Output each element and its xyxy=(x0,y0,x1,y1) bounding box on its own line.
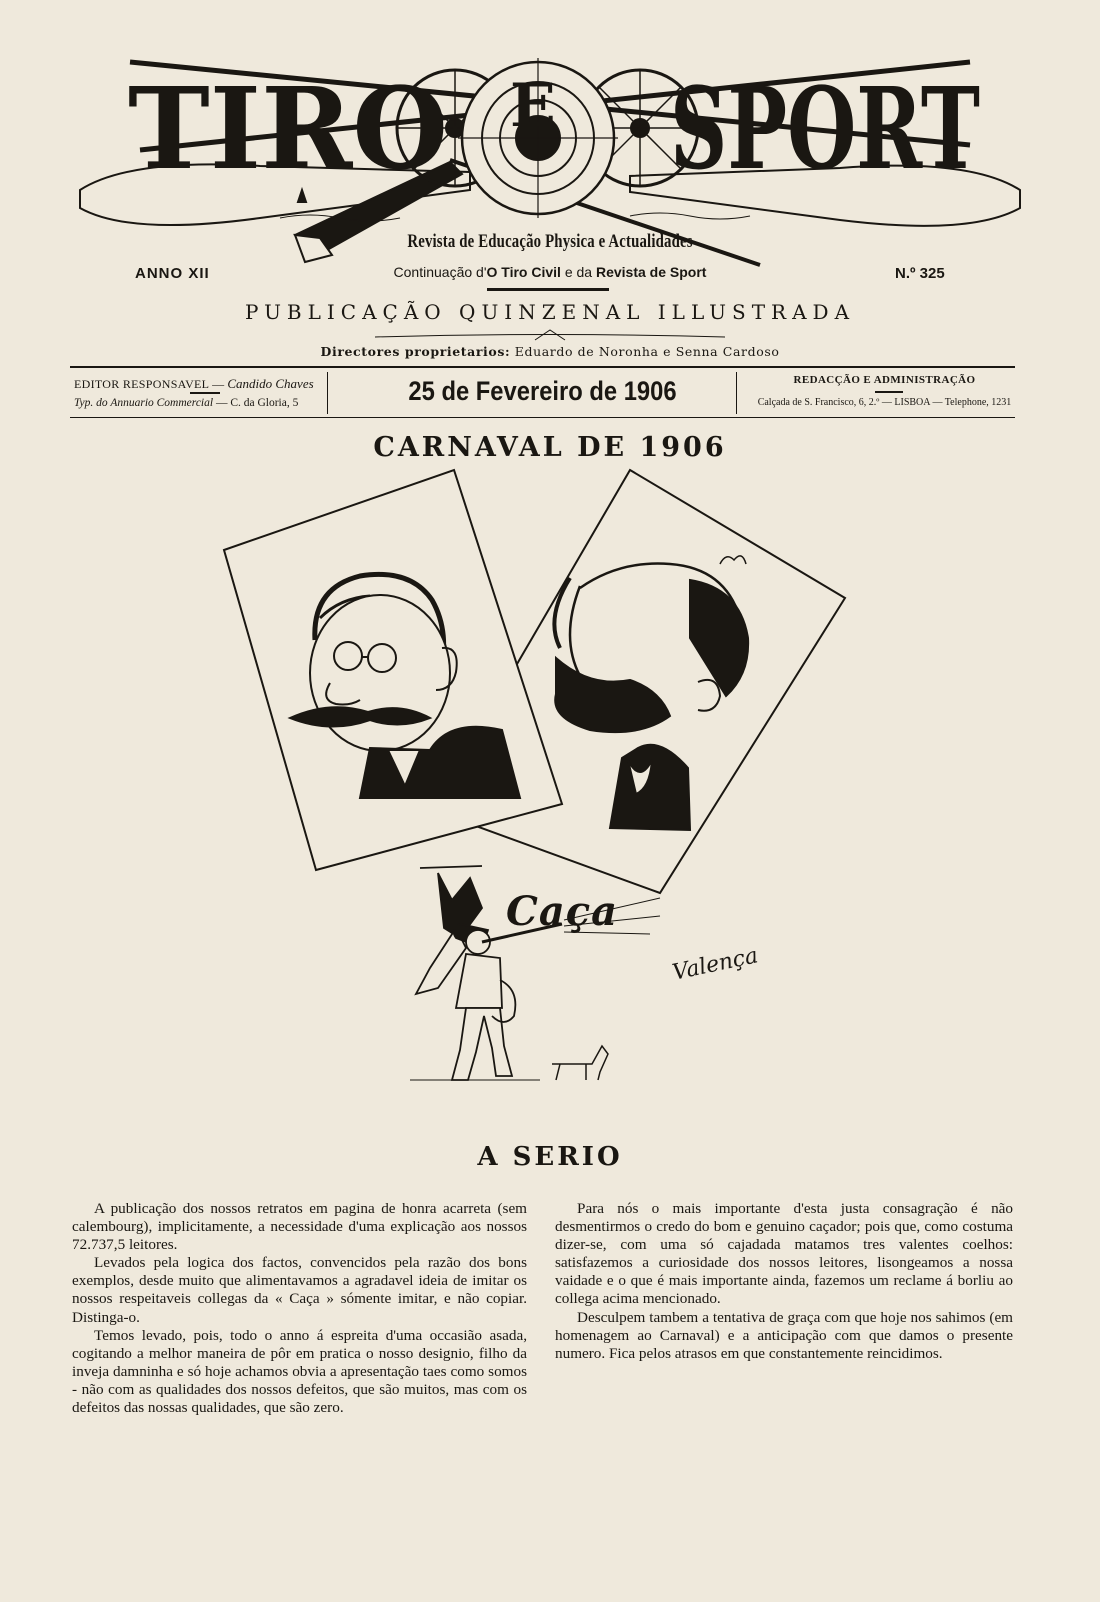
masthead-subtitle: Revista de Educação Physica e Actualidades xyxy=(407,231,693,252)
publication-type: PUBLICAÇÃO QUINZENAL ILLUSTRADA xyxy=(244,300,856,324)
article-paragraph: Temos levado, pois, todo o anno á espreita d'uma occasião asada, cogitando a melhor maneira de pôr em pratica o nosso designio, filho da inveja damninha e só hoje achamos obvia a apresentação taes como somos - não com as qualidades dos nossos defeitos, que são muitos, mas com os defeitos das nossas qualidades, que são zero. xyxy=(72,1326,527,1417)
volume-label: ANNO XII xyxy=(135,265,210,282)
info-bar-top-rule xyxy=(70,366,1015,368)
artist-signature: Valença xyxy=(670,943,761,986)
editor-label: EDITOR RESPONSAVEL — xyxy=(74,377,225,391)
issue-number: N.º 325 xyxy=(895,265,945,282)
caricature-illustration xyxy=(220,468,860,1128)
continuation-bold-1: O Tiro Civil xyxy=(486,264,561,280)
info-bar-divider-left xyxy=(327,372,328,414)
masthead-title-left: TIRO xyxy=(128,64,448,195)
directors-label: Directores proprietarios: xyxy=(320,344,511,359)
office-address: Calçada de S. Francisco, 6, 2.º — LISBOA — Telephone, 1231 xyxy=(757,397,1012,408)
article-paragraph: Levados pela logica dos factos, convencidos pela razão dos bons exemplos, desde muito que alimentavamos a agradavel ideia de imitar os nossos respeitaveis collegas da « Caça » sómente imitar, e não copiar. Distinga-o. xyxy=(72,1254,527,1326)
masthead-divider xyxy=(487,288,609,291)
article-paragraph: Desculpem tambem a tentativa de graça com que hoje nos sahimos (em homenagem ao Carnaval) e a anticipação com que damos o presente numero. Fica pelos atrasos em que constantemente reincidimos. xyxy=(555,1308,1013,1362)
masthead-title-conj: E xyxy=(510,71,556,141)
directors-names: Eduardo de Noronha e Senna Cardoso xyxy=(510,344,780,359)
continuation-mid: e da xyxy=(560,264,596,280)
typography-address: — C. da Gloria, 5 xyxy=(215,397,299,409)
article-column-right xyxy=(555,1200,1013,1363)
masthead-title-right: SPORT xyxy=(670,64,980,195)
article-column-left xyxy=(72,1200,527,1417)
directors-line xyxy=(0,344,1100,359)
continuation-bold-2: Revista de Sport xyxy=(595,264,707,280)
typography-line xyxy=(74,397,298,409)
info-bar-bottom-rule xyxy=(70,417,1015,418)
office-divider xyxy=(875,391,903,393)
article-paragraph: Para nós o mais importante d'esta justa consagração é não desmentirmos o credo do bom e genuino caçador; pois que, como costuma dizer-se, com uma só cajadada matamos tres valentes coelhos: satisfazemos a curiosidade dos nossos leitores, lisongeamos a nossa vaidade e o que é mais importante ainda, fazemos um reclame á borliu ao collega acima mencionado. xyxy=(555,1200,1013,1308)
main-headline: CARNAVAL DE 1906 xyxy=(373,432,727,463)
illustration-caption: Caça xyxy=(506,888,619,935)
editor-name: Candido Chaves xyxy=(227,376,314,391)
editor-line xyxy=(74,376,314,392)
office-label: REDACÇÃO E ADMINISTRAÇÃO xyxy=(793,374,976,386)
issue-date: 25 de Fevereiro de 1906 xyxy=(408,376,677,406)
article-paragraph: A publicação dos nossos retratos em pagina de honra acarreta (sem calembourg), implicitamente, a necessidade d'uma explicação aos nossos 72.737,5 leitores. xyxy=(72,1200,527,1254)
continuation-prefix: Continuação d' xyxy=(393,264,487,280)
typography-label: Typ. do Annuario Commercial xyxy=(74,397,214,409)
info-bar-divider-right xyxy=(736,372,737,414)
decorative-swash xyxy=(375,328,725,344)
article-title: A SERIO xyxy=(477,1142,623,1172)
editor-divider xyxy=(190,392,220,394)
